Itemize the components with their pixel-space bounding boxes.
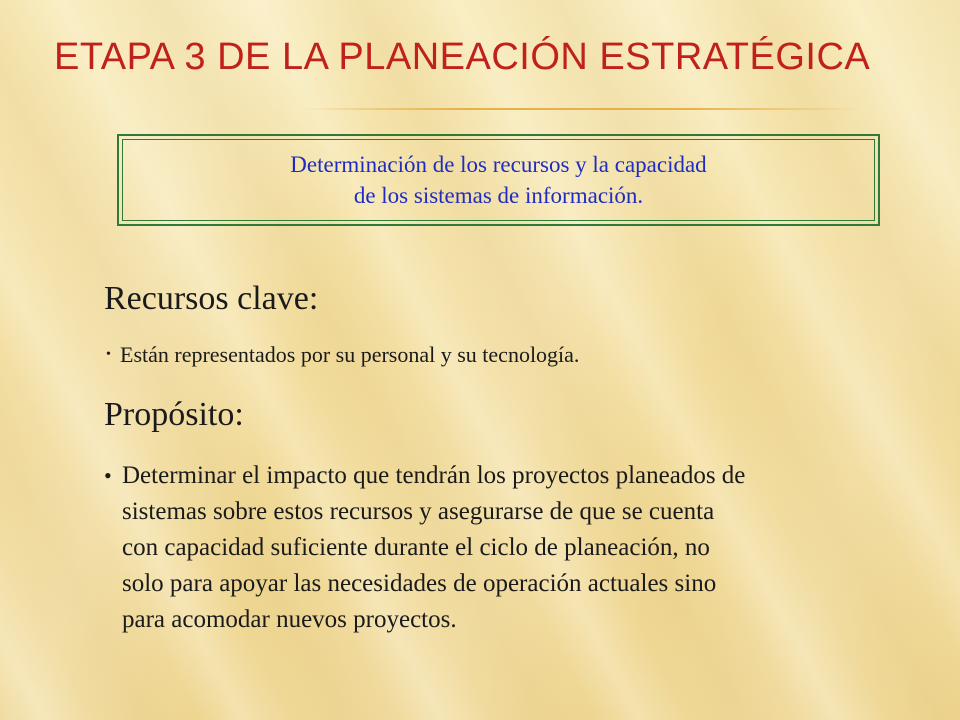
proposito-line: con capacidad suficiente durante el ciclo de planeación, no xyxy=(122,534,710,561)
bullet-icon: • xyxy=(104,463,112,488)
slide-title: ETAPA 3 DE LA PLANEACIÓN ESTRATÉGICA xyxy=(54,36,871,78)
proposito-bullet xyxy=(104,458,934,638)
recursos-bullet-text: Están representados por su personal y su tecnología. xyxy=(120,342,580,367)
box-line-1: Determinación de los recursos y la capacidad xyxy=(290,152,707,177)
proposito-heading: Propósito: xyxy=(104,396,244,433)
proposito-line: sistemas sobre estos recursos y asegurarse de que se cuenta xyxy=(122,498,715,525)
title-divider xyxy=(300,108,860,110)
proposito-line: para acomodar nuevos proyectos. xyxy=(122,606,457,633)
proposito-line: solo para apoyar las necesidades de operación actuales sino xyxy=(122,570,717,597)
highlight-box xyxy=(117,134,880,226)
box-line-2: de los sistemas de información. xyxy=(353,183,644,208)
highlight-box-inner xyxy=(122,139,875,221)
proposito-bullet-text xyxy=(122,458,745,638)
proposito-line: Determinar el impacto que tendrán los proyectos planeados de xyxy=(122,462,746,489)
bullet-icon: • xyxy=(106,347,111,362)
recursos-bullet xyxy=(106,340,579,370)
recursos-heading: Recursos clave: xyxy=(104,280,319,317)
